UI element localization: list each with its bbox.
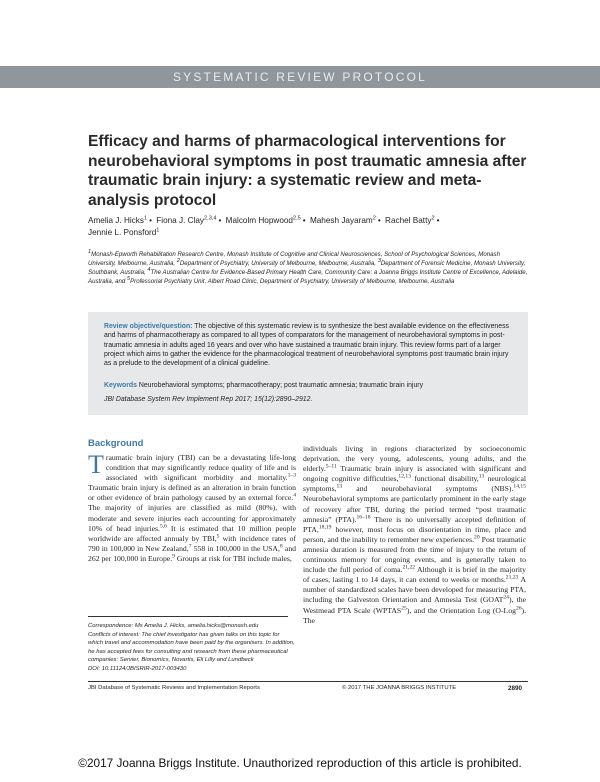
author-name: Jennie L. Ponsford (88, 227, 157, 237)
abstract-box (88, 312, 528, 415)
affiliation: Professorial Psychiatry Unit, Albert Road Clinic, Department of Psychiatry, University of Melbourne, Melbourne, Australia (130, 277, 455, 285)
abstract-heading: Review objective/question: (104, 323, 193, 330)
affiliation: Department of Psychiatry, University of Melbourne, Melbourne, Australia, (179, 259, 376, 267)
footer-journal: JBI Database of Systematic Reviews and Implementation Reports (88, 685, 260, 691)
section-heading: Background (88, 438, 144, 449)
author-affiliation-mark: 2 (431, 215, 435, 222)
affiliation: Department of Forensic Medicine, Monash University, Southbank, Australia, (88, 259, 526, 276)
drop-cap: T (88, 450, 104, 479)
author-affiliation-mark: 2 (372, 215, 376, 222)
copyright-watermark: ©2017 Joanna Briggs Institute. Unauthorized reproduction of this article is prohibited. (78, 756, 522, 770)
author-affiliation-mark: 2,3,4 (204, 215, 217, 222)
affiliation: Monash-Epworth Rehabilitation Research Centre, Monash Institute of Cognitive and Clinical Neurosciences, School of Psychological Sciences, Monash University, Melbourne, Australia, (88, 251, 500, 267)
author-name: Malcolm Hopwood (225, 216, 293, 225)
page-number: 2890 (508, 685, 523, 692)
citation: JBI Database System Rev Implement Rep 2017; 15(12):2890–2912. (104, 396, 313, 403)
correspondence-line: Correspondence: Ms Amelia J. Hicks, amelia.hicks@monash.edu (88, 623, 259, 629)
keywords-list: Neurobehavioral symptoms; pharmacotherapy; post traumatic amnesia; traumatic brain injury (138, 382, 424, 389)
abstract-body: The objective of this systematic review is to synthesize the best available evidence on the effectiveness and harms of pharmacotherapy as compared to all types of comparators for the management of neurobehavioral symptoms in post-traumatic amnesia in adults aged 16 years and over who have sustained a traumatic brain injury. This review forms part of a larger project which aims to gather the evidence for the pharmacological treatment of neurobehavioral symptoms post traumatic brain injury as a prelude to the development of a clinical guideline. (104, 323, 509, 368)
author-affiliation-mark: 2,5 (293, 215, 301, 222)
abstract-text (104, 322, 512, 368)
author-affiliation-mark: 1 (156, 226, 160, 233)
author-list: Amelia J. Hicks$^1$ • Fiona J. Clay$^{2,3,4}$ • Malcolm Hopwood$^{2,5}$ • Mahesh Jayaram$^2$ • Rachel Batty$^2$ • Jennie L. Ponsford$^1$ (88, 215, 440, 237)
section-banner (0, 66, 600, 88)
conflicts-of-interest: Conflicts of interest: The chief investigator has given talks on this topic for which travel and accommodation have been paid by the organisers. In addition, he has accepted fees for consulting and research from these pharmaceutical companies: Servier, Bionomics, Novartis, Eli Lilly and Lundbeck (88, 631, 295, 663)
body-column-right: individuals living in regions characterized by socioeconomic deprivation, the very young, adolescents, young adults, and the elderly.$^{5-11}$ Traumatic brain injury is associated with significant and ongoing cognitive difficulties,$^{12,13}$ functional disability,$^{13}$ neurological symptoms,$^{13}$ and neurobehavioral symptoms (NBS).$^{14,15}$ Neurobehavioral symptoms are particularly prominent in the early stage of recovery after TBI, during the period termed “post traumatic amnesia” (PTA).$^{16-18}$ There is no universally accepted definition of PTA,$^{18,19}$ however, most focus on disorientation in time, place and person, and the inability to remember new experiences.$^{20}$ Post traumatic amnesia duration is measured from the time of injury to the return of continuous memory for ongoing events, and is generally taken to include the full period of coma.$^{21,22}$ Although it is brief in the majority of cases, lasting 1 to 14 days, it can extend to weeks or months.$^{21,23}$ A number of standardized scales have been developed for measuring PTA, including the Galveston Orientation and Amnesia Test (GOAT$^{24}$), the Westmead PTA Scale (WPTAS$^{25}$), and the Orientation Log (O-Log$^{26}$). The (303, 444, 527, 625)
affiliations: $^1$Monash-Epworth Rehabilitation Research Centre, Monash Institute of Cognitive and Clinical Neurosciences, School of Psychological Sciences, Monash University, Melbourne, Australia, $^2$Department of Psychiatry, University of Melbourne, Melbourne, Australia, $^3$Department of Forensic Medicine, Monash University, Southbank, Australia, $^4$The Australian Centre for Evidence-Based Primary Health Care, Community Care: a Joanna Briggs Institute Centre of Excellence, Adelaide, Australia, and $^5$Professorial Psychiatry Unit, Albert Road Clinic, Department of Psychiatry, University of Melbourne, Melbourne, Australia (88, 248, 528, 285)
keywords-heading: Keywords (104, 382, 137, 389)
body-column-left: Traumatic brain injury (TBI) can be a devastating life-long condition that may significantly reduce quality of life and is associated with significant morbidity and mortality.$^{1-3}$ Traumatic brain injury is defined as an alteration in brain function or other evidence of brain pathology caused by an external force.$^4$ The majority of injuries are classified as mild (80%), with moderate and severe injuries each accounting for approximately 10% of head injuries.$^{5,6}$ It is estimated that 10 million people worldwide are affected annualy by TBI,$^5$ with incidence rates of 790 in 100,000 in New Zealand,$^7$ 558 in 100,000 in the USA,$^8$ and 262 per 100,000 in Europe.$^9$ Groups at risk for TBI include males, (88, 450, 297, 563)
footnote-divider (88, 616, 288, 617)
author-name: Mahesh Jayaram (309, 216, 373, 225)
author-affiliation-mark: 1 (143, 215, 148, 222)
footer-copyright: © 2017 THE JOANNA BRIGGS INSTITUTE (342, 685, 457, 691)
article-title: Efficacy and harms of pharmacological interventions for neurobehavioral symptoms in post traumatic amnesia after traumatic brain injury: a systematic review and meta-analysis protocol (88, 133, 527, 209)
author-name: Fiona J. Clay (156, 216, 205, 225)
author-name: Rachel Batty (385, 216, 432, 225)
correspondence-note (88, 622, 296, 673)
author-name: Amelia J. Hicks (88, 216, 144, 225)
footer-divider (88, 681, 528, 682)
doi: DOI: 10.11124/JBISRIR-2017-003430 (88, 665, 187, 672)
keywords (104, 382, 512, 389)
banner-label: SYSTEMATIC REVIEW PROTOCOL (172, 70, 428, 84)
affiliation: The Australian Centre for Evidence-Based Primary Health Care, Community Care: a Joanna Briggs Institute Centre of Excellence, Adelaide, Australia, and (88, 268, 528, 285)
